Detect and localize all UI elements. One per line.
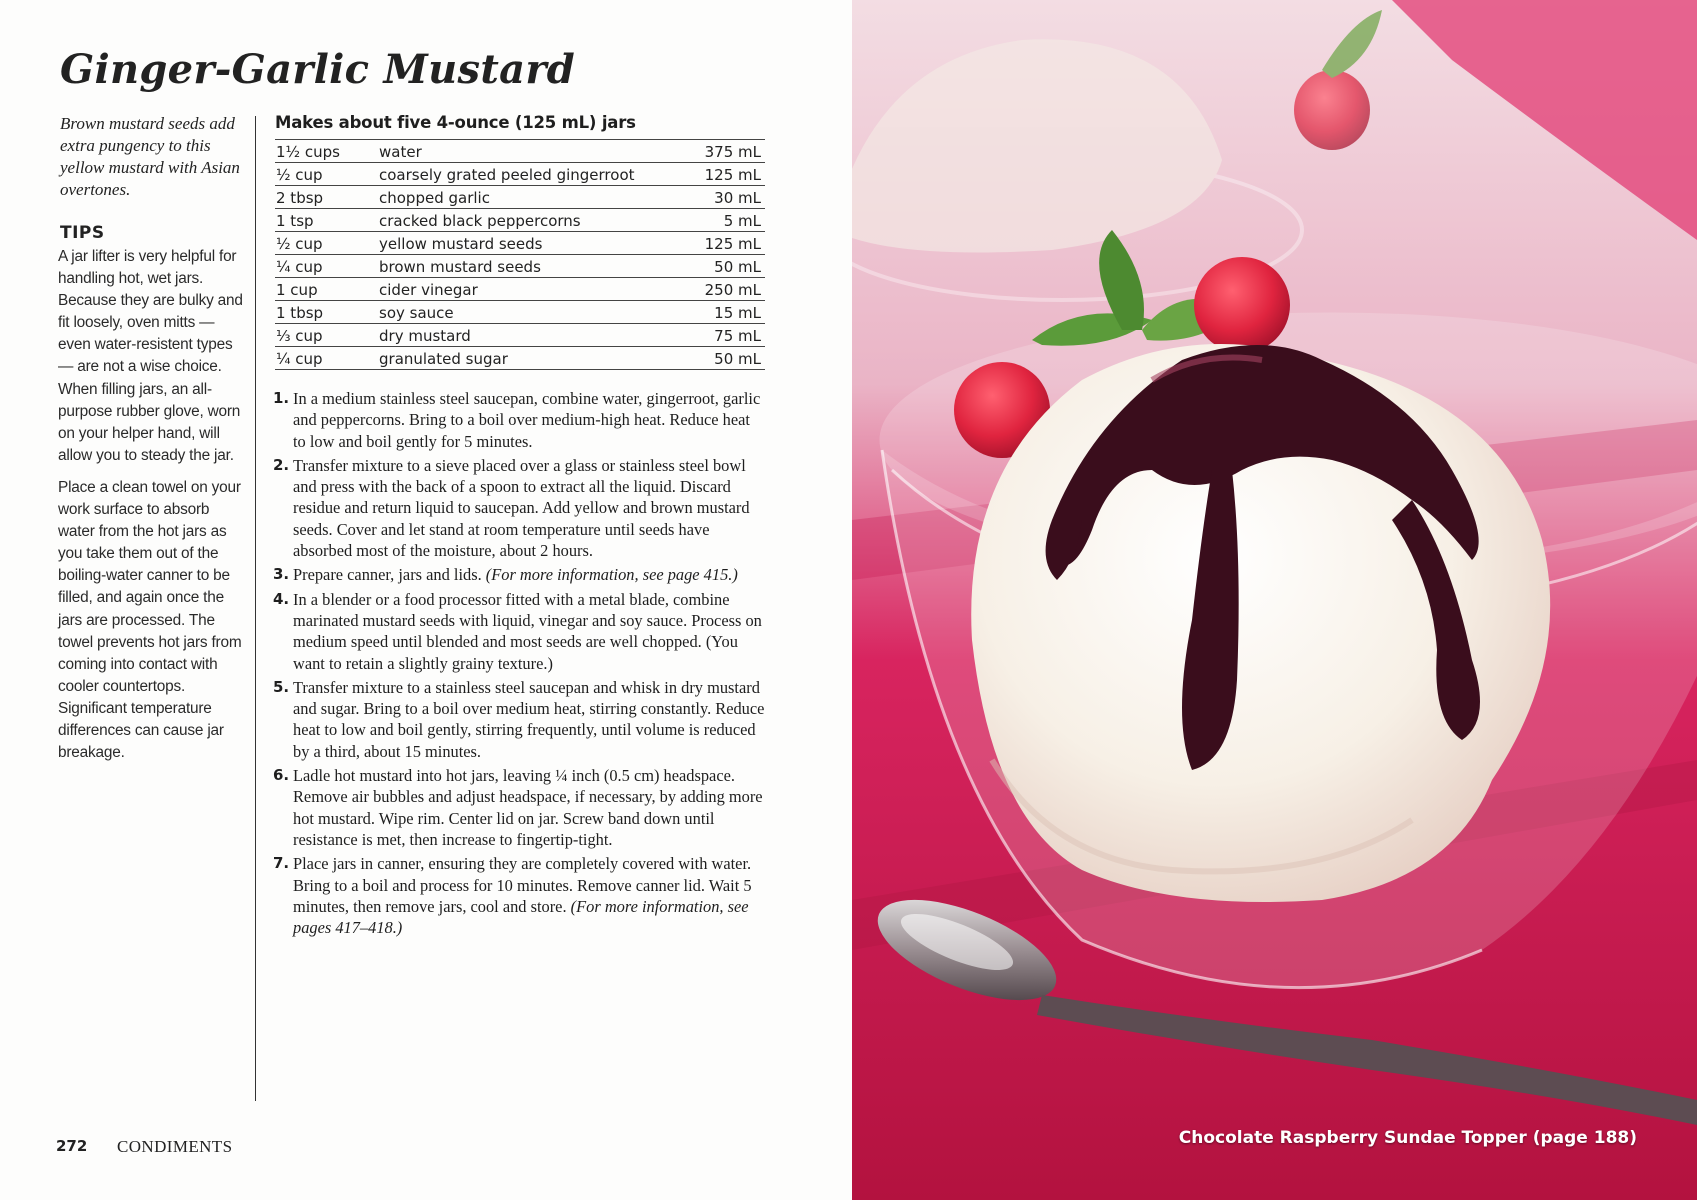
table-row [275, 347, 765, 370]
step-item [275, 589, 765, 674]
tip-paragraph: A jar lifter is very helpful for handling hot, wet jars. Because they are bulky and fit loosely, oven mitts — even water-resistent types — are not a wise choice. When filling jars, an all-purpose rubber glove, worn on your helper hand, will allow you to steady the jar. [58, 248, 243, 464]
table-row [275, 255, 765, 278]
step-item [275, 564, 765, 585]
ingredient-item: dry mustard [379, 326, 471, 345]
ingredient-qty: ¼ cup [276, 257, 323, 276]
step-number: 7. [273, 854, 290, 873]
section-name: CONDIMENTS [117, 1137, 233, 1156]
step-number: 2. [273, 455, 290, 474]
ingredient-qty: 1½ cups [276, 142, 340, 161]
table-row [275, 163, 765, 186]
ingredient-item: soy sauce [379, 303, 454, 322]
step-item [275, 677, 765, 762]
table-row [275, 278, 765, 301]
ingredient-metric: 5 mL [723, 211, 761, 230]
table-row [275, 324, 765, 347]
step-number: 1. [273, 389, 290, 407]
ingredient-item: granulated sugar [379, 349, 508, 368]
step-item [275, 388, 765, 452]
step-text: Transfer mixture to a sieve placed over a glass or stainless steel bowl and press with the back of a spoon to extract all the liquid. Discard residue and return liquid to saucepan. Add yellow and brown mustard seeds. Cover and let stand at room temperature until seeds have absorbed most of the moisture, about 2 hours. [293, 455, 750, 561]
step-number: 5. [273, 677, 290, 696]
step-item [275, 765, 765, 850]
ingredient-qty: 1 tsp [276, 211, 314, 230]
photo-caption: Chocolate Raspberry Sundae Topper (page 188) [1178, 1128, 1637, 1148]
step-text: In a medium stainless steel saucepan, combine water, gingerroot, garlic and peppercorns. Bring to a boil over medium-high heat. Reduce heat to low and boil gently for 5 minutes. [293, 389, 761, 451]
sidebar [58, 113, 246, 774]
ingredient-qty: 2 tbsp [276, 188, 324, 207]
ingredient-metric: 30 mL [714, 188, 761, 207]
step-number: 3. [273, 565, 290, 584]
step-text: Prepare canner, jars and lids. [293, 565, 482, 585]
tips-heading: TIPS [60, 223, 105, 243]
ingredient-metric: 15 mL [714, 303, 761, 322]
table-row [275, 301, 765, 324]
ingredient-metric: 50 mL [714, 257, 761, 276]
ingredient-qty: ⅓ cup [276, 326, 323, 345]
step-text: Transfer mixture to a stainless steel saucepan and whisk in dry mustard and sugar. Bring to a boil over medium heat, stirring constantly. Reduce heat to low and boil gently, stirring frequently, until volume is reduced by a third, about 15 minutes. [293, 677, 765, 761]
step-number: 6. [273, 766, 290, 785]
ingredient-qty: ½ cup [276, 165, 323, 184]
page-number: 272 [56, 1137, 88, 1155]
ingredient-qty: ¼ cup [276, 349, 323, 368]
ingredient-metric: 125 mL [704, 234, 761, 253]
ingredient-item: yellow mustard seeds [379, 234, 543, 253]
recipe-title: Ginger-Garlic Mustard [60, 46, 575, 93]
tip-paragraph: Place a clean towel on your work surface to absorb water from the hot jars as you take them out of the boiling-water canner to be filled, and again once the jars are processed. The towel prevents hot jars from coming into contact with cooler countertops. Significant temperature differences can cause jar breakage. [58, 478, 242, 762]
ingredient-qty: 1 tbsp [276, 303, 324, 322]
ingredient-metric: 75 mL [714, 326, 761, 345]
ingredient-item: coarsely grated peeled gingerroot [379, 165, 635, 184]
method-steps [275, 388, 765, 938]
ingredient-item: cracked black peppercorns [379, 211, 581, 230]
ingredient-metric: 375 mL [704, 142, 761, 161]
ingredient-metric: 250 mL [704, 280, 761, 299]
photo-page [852, 0, 1697, 1200]
ingredient-metric: 125 mL [704, 165, 761, 184]
table-row [275, 232, 765, 255]
recipe-yield: Makes about five 4-ounce (125 mL) jars [275, 113, 636, 132]
ingredient-qty: ½ cup [276, 234, 323, 253]
ingredient-item: water [379, 142, 422, 161]
ingredient-qty: 1 cup [276, 280, 318, 299]
ingredient-item: brown mustard seeds [379, 257, 541, 276]
recipe-main [275, 113, 765, 941]
ingredient-item: cider vinegar [379, 280, 478, 299]
table-row [275, 186, 765, 209]
step-number: 4. [273, 589, 290, 608]
column-divider [255, 116, 256, 1101]
table-row [275, 209, 765, 232]
sundae-photo [852, 0, 1697, 1200]
step-text: In a blender or a food processor fitted with a metal blade, combine marinated mustard seeds with liquid, vinegar and soy sauce. Process on medium speed until blended and most seeds are well chopped. (You want to retain a slightly grainy texture.) [293, 589, 762, 673]
step-reference-note: (For more information, see page 415.) [485, 565, 738, 585]
ingredient-item: chopped garlic [379, 188, 490, 207]
table-row [275, 140, 765, 163]
step-item [275, 455, 765, 561]
step-text: Ladle hot mustard into hot jars, leaving ¼ inch (0.5 cm) headspace. Remove air bubbles and adjust headspace, if necessary, by adding more hot mustard. Wipe rim. Center lid on jar. Screw band down until resistance is met, then increase to fingertip-tight. [293, 766, 763, 849]
step-reference-note: (For more information, see pages 417–418.) [293, 896, 749, 938]
step-item [275, 853, 765, 938]
raspberry [1194, 257, 1290, 353]
step-text: Place jars in canner, ensuring they are completely covered with water. Bring to a boil and process for 10 minutes. Remove canner lid. Wait 5 minutes, then remove jars, cool and store. [293, 854, 752, 916]
recipe-intro: Brown mustard seeds add extra pungency to this yellow mustard with Asian overtones. [60, 114, 240, 199]
ingredient-metric: 50 mL [714, 349, 761, 368]
ingredients-table [275, 139, 765, 370]
